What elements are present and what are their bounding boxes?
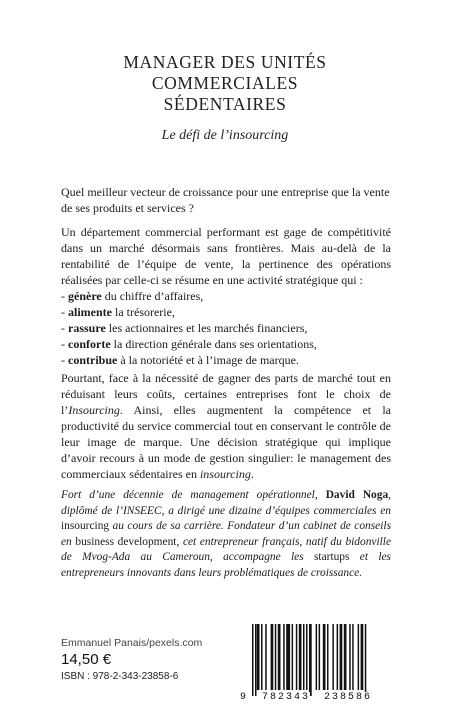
barcode-digit-prefix: 9 [240, 692, 247, 703]
barcode-bar [323, 624, 326, 690]
barcode-bar [365, 624, 367, 696]
list-item: - conforte la direction générale dans ses orientations, [61, 337, 317, 351]
barcode-bar [275, 624, 277, 690]
isbn-barcode [240, 624, 390, 708]
barcode-bars [240, 624, 390, 696]
list-item: - alimente la trésorerie, [61, 305, 175, 319]
barcode-bar [257, 624, 260, 690]
barcode-bar [306, 624, 308, 690]
barcode-bar [332, 624, 334, 690]
insourcing-paragraph [61, 370, 391, 482]
barcode-bar [252, 624, 254, 696]
price: 14,50 € [61, 651, 112, 668]
list-item: - génère du chiffre d’affaires, [61, 289, 204, 303]
title-line-1: MANAGER DES UNITÉS [123, 52, 327, 72]
barcode-digits-left: 782343 [262, 692, 311, 703]
title-line-2: COMMERCIALES [151, 73, 299, 93]
barcode-digits-right: 238586 [324, 692, 373, 703]
book-subtitle: Le défi de l’insourcing [161, 128, 289, 143]
barcode-bar [316, 624, 318, 690]
intro-text: Quel meilleur vecteur de croissance pour une entreprise que la vente de ses produits et services ? [61, 185, 390, 215]
author-bio [61, 488, 391, 581]
book-title [0, 52, 450, 115]
barcode-bar [299, 624, 302, 690]
department-text: Un département commercial performant est gage de compétitivité dans un marché désormais sans frontières. Mais au-delà de la rentabilité de l’équipe de vente, la pertinence des opérations réalisées par celle-ci se résume en une activité stratégique qui : [61, 225, 391, 287]
author-name: David Noga [325, 489, 389, 501]
barcode-bar [358, 624, 360, 690]
barcode-bar [327, 624, 329, 690]
intro-paragraph [61, 184, 391, 216]
barcode-bar [261, 624, 263, 690]
barcode-bar [319, 624, 321, 690]
author-bio-text: Fort d’une décennie de management opérationnel, David Noga, diplômé de l’INSEEC, a dirigé une dizaine d’équipes commerciales en insourcing au cours de sa carrière. Fondateur d’un cabinet de conseils en business development, cet entrepreneur français, natif du bidonville de Mvog-Ada au Cameroun, accompagne les startups et les entrepreneurs innovants dans leurs problématiques de croissance. [61, 489, 391, 579]
isbn: ISBN : 978-2-343-23858-6 [61, 671, 179, 682]
barcode-bar [303, 624, 305, 690]
barcode-bar [255, 624, 257, 696]
barcode-bar [344, 624, 347, 690]
barcode-bar [340, 624, 343, 690]
barcode-bar [265, 624, 267, 690]
barcode-bar [309, 624, 312, 696]
insourcing-text: Pourtant, face à la nécessité de gagner des parts de marché tout en réduisant leurs coûts, certaines entreprises font le choix de l’Insourcing. Ainsi, elles augmentent la compétence et la productivité du service commercial tout en conservant le contrôle de leur image de marque. Une décision stratégique qui implique d’avoir recours à un mode de gestion singulier: le management des commerciaux sédentaires en insourcing. [61, 371, 391, 481]
barcode-bar [349, 624, 351, 690]
benefits-list [61, 288, 391, 368]
barcode-bar [286, 624, 290, 690]
barcode-bar [361, 624, 364, 690]
barcode-bar [278, 624, 281, 690]
list-item: - contribue à la notoriété et à l’image de marque. [61, 353, 299, 367]
barcode-bar [283, 624, 285, 690]
title-line-3: SÉDENTAIRES [163, 94, 287, 114]
list-item: - rassure les actionnaires et les marchés financiers, [61, 321, 308, 335]
photo-credit: Emmanuel Panais/pexels.com [61, 637, 203, 649]
barcode-bar [296, 624, 298, 690]
barcode-bar [337, 624, 339, 690]
barcode-bar [352, 624, 354, 690]
barcode-bar [271, 624, 274, 690]
barcode-bar [292, 624, 294, 690]
department-paragraph [61, 224, 391, 368]
